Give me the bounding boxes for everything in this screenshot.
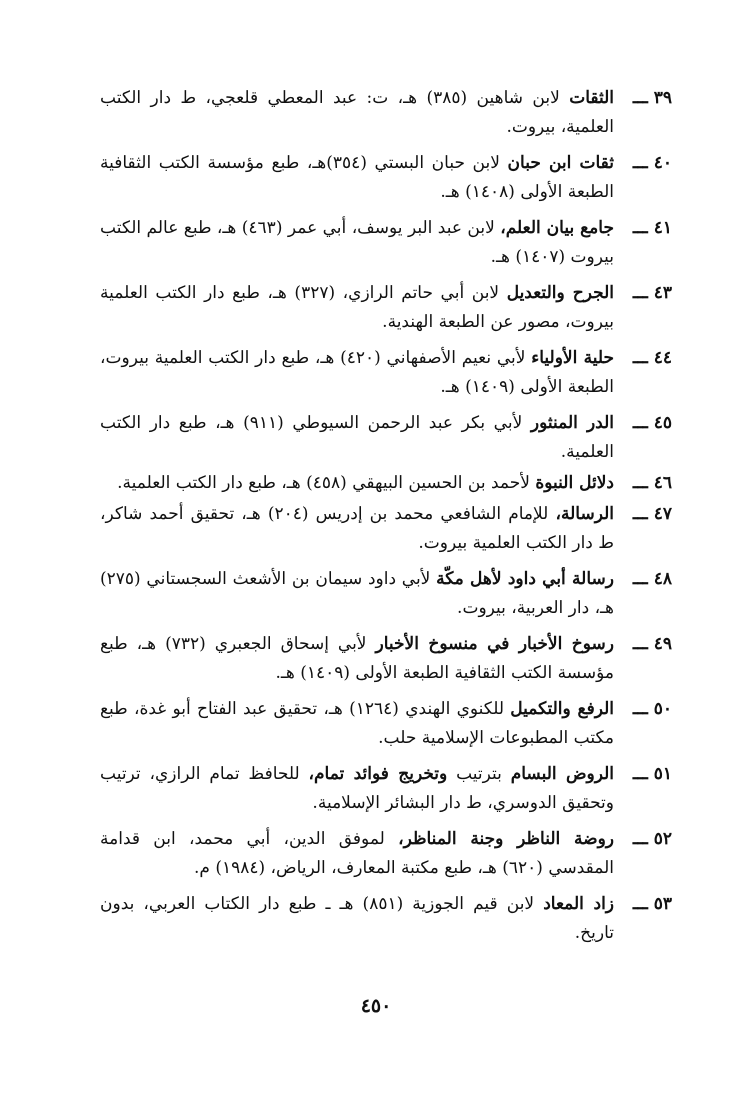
entry-title: الرسالة، [555,504,614,524]
entry-connector: بترتيب [447,764,511,784]
entry-number: ٤٧ ـــ [632,504,672,524]
entry-number: ٣٩ ـــ [632,88,673,108]
reference-entry-52 [100,825,672,883]
entry-details: لابن قيم الجوزية (٨٥١) هـ ـ طبع دار الكتاب العربي، بدون تاريخ. [100,894,614,943]
entry-number: ٤٥ ـــ [632,413,672,433]
entry-details: لأبي بكر عبد الرحمن السيوطي (٩١١) هـ، طبع دار الكتب العلمية. [100,413,614,462]
entry-details: للإمام الشافعي محمد بن إدريس (٢٠٤) هـ، تحقيق أحمد شاكر، ط دار الكتب العلمية بيروت. [100,504,614,553]
entry-details: لأبي داود سيمان بن الأشعث السجستاني (٢٧٥) هـ، دار العربية، بيروت. [100,569,614,618]
entry-number: ٤٠ ـــ [632,153,672,173]
reference-entry-48 [100,565,672,623]
entry-title: رسوخ الأخبار في منسوخ الأخبار [375,634,614,654]
reference-entry-40 [100,149,672,207]
reference-list [100,84,672,955]
entry-number: ٥٠ ـــ [632,699,672,719]
entry-number: ٥٢ ـــ [632,829,672,849]
entry-title: حلية الأولياء [531,348,614,368]
entry-number: ٤٤ ـــ [632,348,672,368]
entry-title: دلائل النبوة [535,473,614,493]
entry-number: ٤٩ ـــ [632,634,672,654]
entry-details: لابن حبان البستي (٣٥٤)هـ، طبع مؤسسة الكتب الثقافية الطبعة الأولى (١٤٠٨) هـ. [100,153,614,202]
entry-title: زاد المعاد [543,894,615,914]
entry-details: لابن شاهين (٣٨٥) هـ، ت: عبد المعطي قلعجي، ط دار الكتب العلمية، بيروت. [100,88,614,137]
entry-title: رسالة أبي داود لأهل مكّة [436,569,614,589]
entry-number: ٤٣ ـــ [632,283,672,303]
entry-title: الجرح والتعديل [506,283,614,303]
entry-title: الروض البسام [510,764,614,784]
reference-entry-47 [100,500,672,558]
entry-title: الرفع والتكميل [510,699,614,719]
reference-entry-49 [100,630,672,688]
entry-title: ثقات ابن حبان [507,153,614,173]
entry-details: لموفق الدين، أبي محمد، ابن قدامة المقدسي (٦٢٠) هـ، طبع مكتبة المعارف، الرياض، (١٩٨٤) م. [100,829,614,878]
page-number: ٤٥٠ [360,995,392,1017]
entry-details: لأبي إسحاق الجعبري (٧٣٢) هـ، طبع مؤسسة الكتب الثقافية الطبعة الأولى (١٤٠٩) هـ. [100,634,614,683]
entry-number: ٤٨ ـــ [632,569,672,589]
reference-entry-46 [100,469,672,498]
entry-number: ٥٣ ـــ [632,894,673,914]
reference-entry-45 [100,409,672,467]
entry-title: جامع بيان العلم، [500,218,614,238]
entry-details: لابن أبي حاتم الرازي، (٣٢٧) هـ، طبع دار الكتب العلمية بيروت، مصور عن الطبعة الهندية. [100,283,614,332]
reference-entry-41 [100,214,672,272]
reference-entry-39 [100,84,672,142]
reference-entry-53 [100,890,672,948]
reference-entry-51 [100,760,672,818]
entry-number: ٤٦ ـــ [632,473,672,493]
entry-number: ٥١ ـــ [632,764,672,784]
entry-title-continued: وتخريج فوائد تمام، [308,764,448,784]
entry-title: الثقات [569,88,615,108]
entry-details: للحافظ تمام الرازي، ترتيب وتحقيق الدوسري، ط دار البشائر الإسلامية. [100,764,614,813]
entry-details: لأبي نعيم الأصفهاني (٤٢٠) هـ، طبع دار الكتب العلمية بيروت، الطبعة الأولى (١٤٠٩) هـ. [100,348,614,397]
reference-entry-43 [100,279,672,337]
reference-entry-44 [100,344,672,402]
entry-details: للكنوي الهندي (١٢٦٤) هـ، تحقيق عبد الفتاح أبو غدة، طبع مكتب المطبوعات الإسلامية حلب. [100,699,614,748]
entry-title: روضة الناظر وجنة المناظر، [398,829,614,849]
entry-details: لابن عبد البر يوسف، أبي عمر (٤٦٣) هـ، طبع عالم الكتب بيروت (١٤٠٧) هـ. [100,218,614,267]
entry-title: الدر المنثور [530,413,614,433]
reference-entry-50 [100,695,672,753]
entry-details: لأحمد بن الحسين البيهقي (٤٥٨) هـ، طبع دار الكتب العلمية. [117,473,536,493]
entry-number: ٤١ ـــ [632,218,672,238]
